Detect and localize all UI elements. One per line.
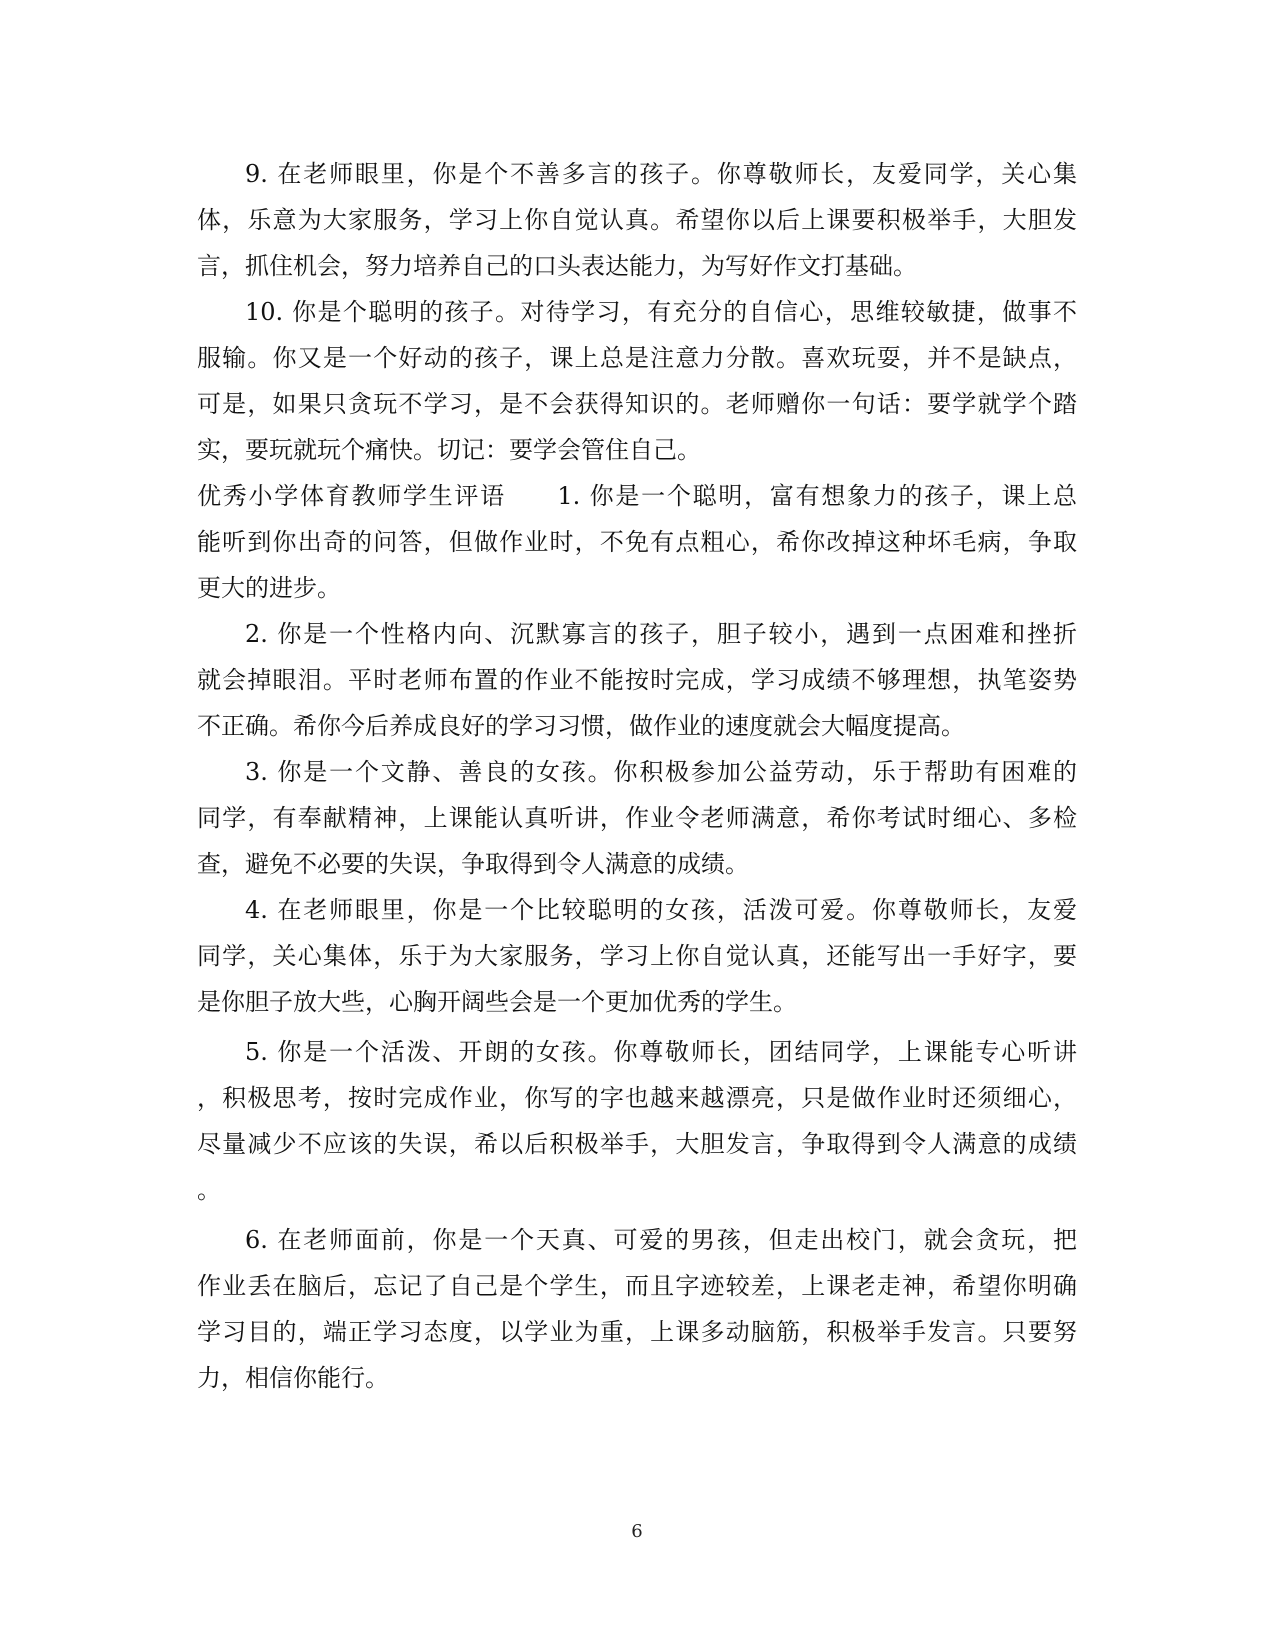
text-line: 4. 在老师眼里，你是一个比较聪明的女孩，活泼可爱。你尊敬师长，友爱 <box>245 896 1077 924</box>
text-line: 5. 你是一个活泼、开朗的女孩。你尊敬师长，团结同学，上课能专心听讲 <box>245 1038 1077 1066</box>
text-line: 就会掉眼泪。平时老师布置的作业不能按时完成，学习成绩不够理想，执笔姿势 <box>197 666 1077 694</box>
text-line: 尽量减少不应该的失误，希以后积极举手，大胆发言，争取得到令人满意的成绩 <box>197 1130 1077 1158</box>
text-line: 作业丢在脑后，忘记了自己是个学生，而且字迹较差，上课老走神，希望你明确 <box>197 1272 1077 1300</box>
text-line: 2. 你是一个性格内向、沉默寡言的孩子，胆子较小，遇到一点困难和挫折 <box>245 620 1077 648</box>
text-line: 3. 你是一个文静、善良的女孩。你积极参加公益劳动，乐于帮助有困难的 <box>245 758 1077 786</box>
text-line: 实，要玩就玩个痛快。切记：要学会管住自己。 <box>197 436 701 464</box>
text-line: 查，避免不必要的失误，争取得到令人满意的成绩。 <box>197 850 749 878</box>
text-line: 言，抓住机会，努力培养自己的口头表达能力，为写好作文打基础。 <box>197 252 917 280</box>
text-line: 学习目的，端正学习态度，以学业为重，上课多动脑筋，积极举手发言。只要努 <box>197 1318 1077 1346</box>
text-line: 。 <box>197 1176 221 1204</box>
text-line: 同学，关心集体，乐于为大家服务，学习上你自觉认真，还能写出一手好字，要 <box>197 942 1077 970</box>
text-line: 10. 你是个聪明的孩子。对待学习，有充分的自信心，思维较敏捷，做事不 <box>245 298 1077 326</box>
text-line: 不正确。希你今后养成良好的学习习惯，做作业的速度就会大幅度提高。 <box>197 712 965 740</box>
text-line: 更大的进步。 <box>197 574 341 602</box>
section-heading-line: 优秀小学体育教师学生评语 1. 你是一个聪明，富有想象力的孩子，课上总 <box>197 482 1077 510</box>
text-line: 能听到你出奇的问答，但做作业时，不免有点粗心，希你改掉这种坏毛病，争取 <box>197 528 1077 556</box>
text-line: 9. 在老师眼里，你是个不善多言的孩子。你尊敬师长，友爱同学，关心集 <box>245 160 1077 188</box>
text-line: 体，乐意为大家服务，学习上你自觉认真。希望你以后上课要积极举手，大胆发 <box>197 206 1077 234</box>
text-line: ，积极思考，按时完成作业，你写的字也越来越漂亮，只是做作业时还须细心， <box>197 1084 1077 1112</box>
text-line: 服输。你又是一个好动的孩子，课上总是注意力分散。喜欢玩耍，并不是缺点， <box>197 344 1077 372</box>
text-line: 可是，如果只贪玩不学习，是不会获得知识的。老师赠你一句话：要学就学个踏 <box>197 390 1077 418</box>
text-line: 同学，有奉献精神，上课能认真听讲，作业令老师满意，希你考试时细心、多检 <box>197 804 1077 832</box>
page-number: 6 <box>631 1521 643 1542</box>
text-line: 6. 在老师面前，你是一个天真、可爱的男孩，但走出校门，就会贪玩，把 <box>245 1226 1077 1254</box>
text-line: 力，相信你能行。 <box>197 1364 389 1392</box>
text-line: 是你胆子放大些，心胸开阔些会是一个更加优秀的学生。 <box>197 988 797 1016</box>
